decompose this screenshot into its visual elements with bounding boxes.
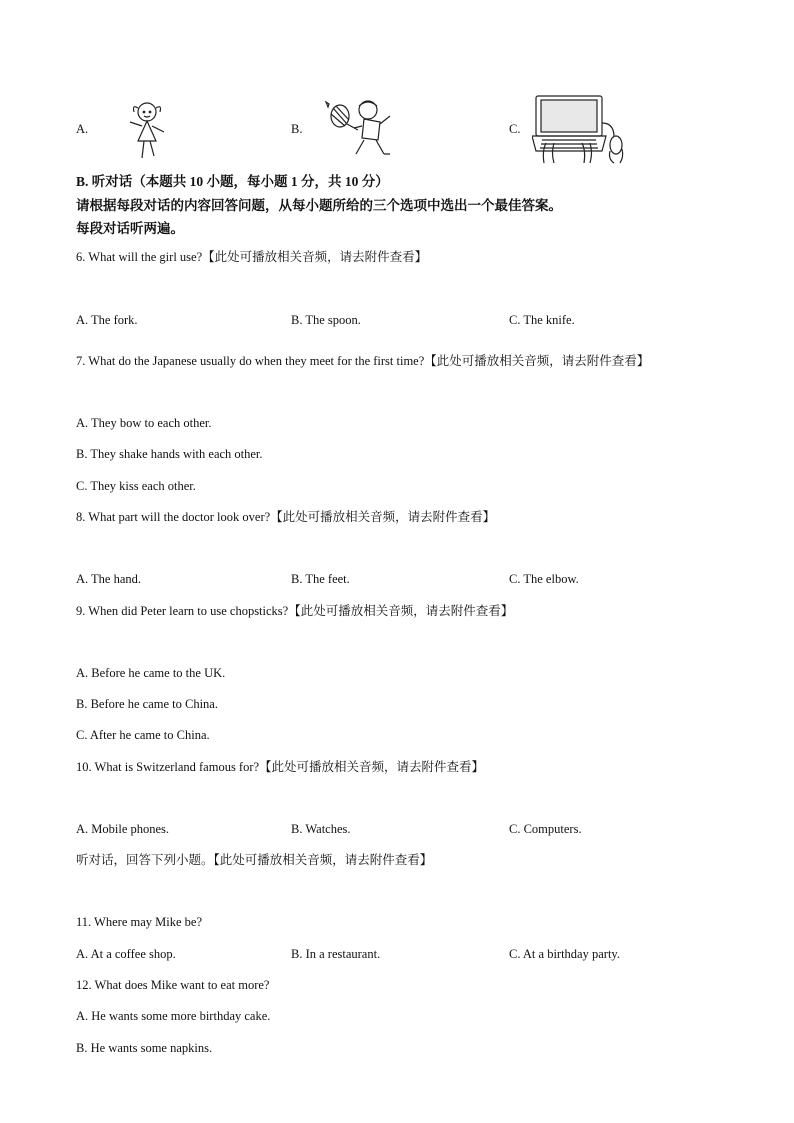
q9-option-c[interactable]: C. After he came to China. [76, 728, 210, 742]
picture-option-a-label: A. [76, 122, 89, 136]
section-b-listen-twice: 每段对话听两遍。 [76, 221, 184, 236]
question-10: 10. What is Switzerland famous for?【此处可播放相关音频，请去附件查看】 [76, 760, 485, 774]
question-8: 8. What part will the doctor look over?【此处可播放相关音频，请去附件查看】 [76, 510, 496, 524]
group-intro: 听对话，回答下列小题。【此处可播放相关音频，请去附件查看】 [76, 853, 433, 867]
badminton-player-icon [318, 94, 404, 164]
dancing-girl-icon [118, 96, 176, 164]
q11-option-b[interactable]: B. In a restaurant. [291, 947, 381, 961]
q10-option-c[interactable]: C. Computers. [509, 822, 582, 836]
q9-option-b[interactable]: B. Before he came to China. [76, 697, 218, 711]
q8-option-b[interactable]: B. The feet. [291, 572, 350, 586]
q12-option-a[interactable]: A. He wants some more birthday cake. [76, 1009, 271, 1023]
q6-option-a[interactable]: A. The fork. [76, 313, 138, 327]
q11-option-c[interactable]: C. At a birthday party. [509, 947, 620, 961]
picture-option-b-label: B. [291, 122, 303, 136]
q11-option-a[interactable]: A. At a coffee shop. [76, 947, 176, 961]
q8-option-c[interactable]: C. The elbow. [509, 572, 579, 586]
question-9: 9. When did Peter learn to use chopsticks?【此处可播放相关音频，请去附件查看】 [76, 604, 514, 618]
q7-option-b[interactable]: B. They shake hands with each other. [76, 447, 263, 461]
laptop-with-hands-icon [532, 93, 628, 165]
section-b-instruction: 请根据每段对话的内容回答问题，从每小题所给的三个选项中选出一个最佳答案。 [76, 198, 562, 213]
q7-option-a[interactable]: A. They bow to each other. [76, 416, 212, 430]
q9-option-a[interactable]: A. Before he came to the UK. [76, 666, 226, 680]
q6-option-b[interactable]: B. The spoon. [291, 313, 361, 327]
q6-option-c[interactable]: C. The knife. [509, 313, 575, 327]
q8-option-a[interactable]: A. The hand. [76, 572, 142, 586]
question-6: 6. What will the girl use?【此处可播放相关音频，请去附件查看】 [76, 250, 428, 264]
picture-option-c-label: C. [509, 122, 521, 136]
q10-option-a[interactable]: A. Mobile phones. [76, 822, 170, 836]
question-7: 7. What do the Japanese usually do when they meet for the first time?【此处可播放相关音频，请去附件查看】 [76, 354, 650, 368]
q10-option-b[interactable]: B. Watches. [291, 822, 351, 836]
q7-option-c[interactable]: C. They kiss each other. [76, 479, 196, 493]
section-b-heading: B. 听对话（本题共 10 小题，每小题 1 分，共 10 分） [76, 174, 389, 189]
question-11: 11. Where may Mike be? [76, 915, 202, 929]
q12-option-b[interactable]: B. He wants some napkins. [76, 1041, 213, 1055]
question-12: 12. What does Mike want to eat more? [76, 978, 270, 992]
